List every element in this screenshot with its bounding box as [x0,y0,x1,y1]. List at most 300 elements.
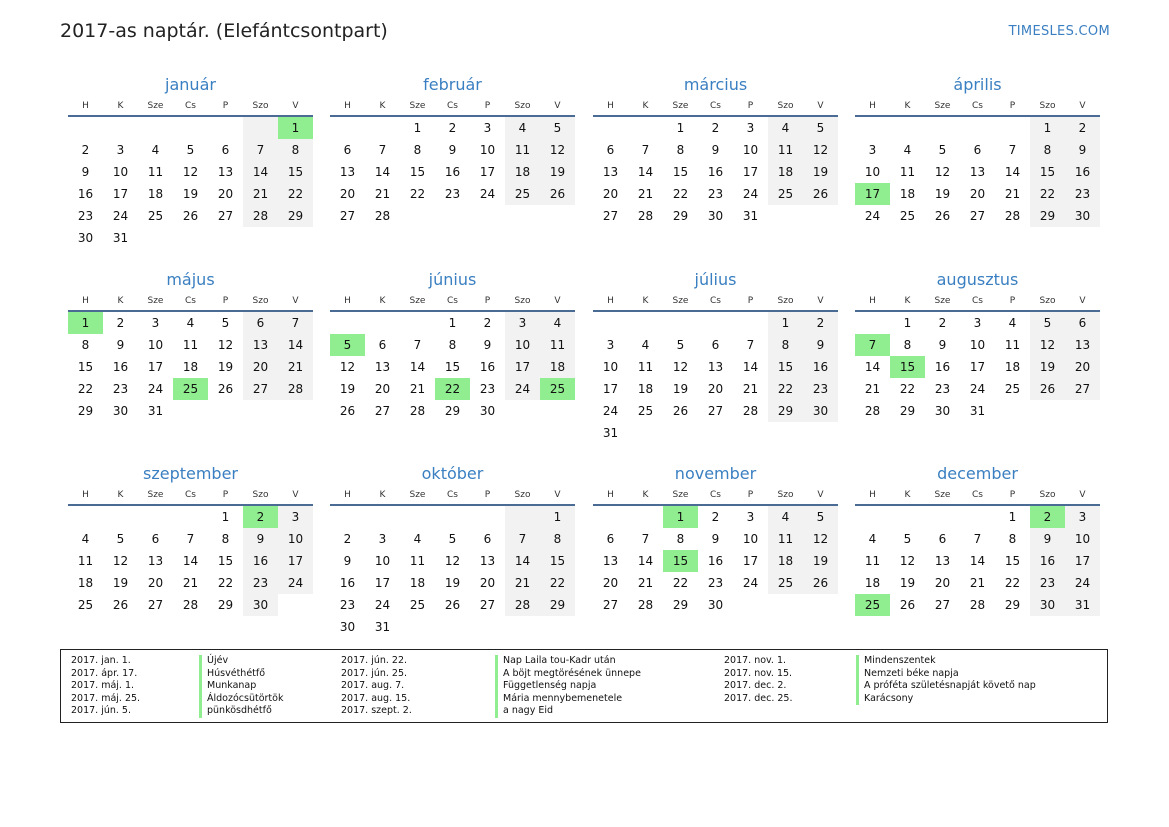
day-cell: 19 [339,382,356,396]
month-name: május [166,270,215,289]
empty-day-cell [208,227,243,249]
day-cell: 29 [444,404,461,418]
weekday-label: Cs [185,296,196,306]
day-cell: 12 [1030,334,1065,356]
holiday-day-cell: 1 [68,312,103,334]
day-cell: 1 [1008,510,1017,524]
day-cell: 27 [374,404,391,418]
weekday-header [68,292,313,312]
empty-day-cell [628,506,663,528]
day-cell: 4 [641,338,650,352]
day-cell: 13 [969,165,986,179]
weekday-label: H [344,101,351,111]
legend-row [61,680,1107,693]
day-cell: 31 [374,620,391,634]
day-cell: 8 [1030,139,1065,161]
day-cell: 18 [864,576,881,590]
month-block [593,73,838,227]
holiday-legend [60,649,1108,723]
day-cell: 10 [864,165,881,179]
week-row [855,334,1100,356]
day-cell: 10 [602,360,619,374]
week-row [593,183,838,205]
day-cell: 21 [278,356,313,378]
day-cell: 26 [1030,378,1065,400]
day-cell: 23 [243,572,278,594]
week-row [330,183,575,205]
empty-day-cell [173,506,208,528]
day-cell: 11 [540,334,575,356]
day-cell: 4 [903,143,912,157]
day-cell: 12 [672,360,689,374]
day-cell: 17 [1065,550,1100,572]
day-cell: 13 [339,165,356,179]
month-name: szeptember [142,464,238,483]
month-block [855,73,1100,227]
holiday-name: Mindenszentek [856,655,936,668]
day-cell: 30 [243,594,278,616]
day-cell: 9 [1065,139,1100,161]
day-cell: 10 [969,338,986,352]
day-cell: 12 [803,139,838,161]
day-cell: 13 [934,554,951,568]
weekday-label: Sze [147,296,164,306]
day-cell: 30 [1065,205,1100,227]
weekday-label: P [747,101,754,111]
day-cell: 14 [182,554,199,568]
day-cell: 31 [969,404,986,418]
day-cell: 25 [147,209,164,223]
day-cell: 15 [77,360,94,374]
holiday-name: Mária mennybemenetele [495,693,622,706]
day-cell: 1 [413,121,422,135]
day-cell: 4 [540,312,575,334]
day-cell: 14 [637,554,654,568]
weekday-label: Szo [777,101,794,111]
day-cell: 3 [1065,506,1100,528]
day-cell: 6 [378,338,387,352]
week-row [330,139,575,161]
weekday-label: Sze [672,490,689,500]
empty-day-cell [400,616,435,638]
week-row [855,400,1100,422]
weekday-label: Szo [514,296,531,306]
empty-day-cell [470,506,505,528]
day-cell: 2 [711,510,720,524]
day-cell: 11 [409,554,426,568]
day-cell: 18 [768,550,803,572]
empty-day-cell [540,205,575,227]
day-cell: 28 [182,598,199,612]
week-row [330,528,575,550]
day-cell: 9 [116,338,125,352]
empty-day-cell [330,312,365,334]
day-cell: 16 [1065,161,1100,183]
day-cell: 20 [217,187,234,201]
holiday-date: 2017. nov. 1. [724,655,787,666]
week-row [593,117,838,139]
month-block [593,462,838,616]
empty-day-cell [435,616,470,638]
holiday-day-cell: 2 [1030,506,1065,528]
weekday-label: V [817,101,824,111]
holiday-name: Munkanap [199,680,256,693]
day-cell: 17 [742,554,759,568]
week-row [68,334,313,356]
day-cell: 15 [278,161,313,183]
month-block [68,462,313,616]
empty-day-cell [768,205,803,227]
day-cell: 7 [378,143,387,157]
empty-day-cell [278,227,313,249]
day-cell: 27 [339,209,356,223]
day-cell: 11 [505,139,540,161]
day-cell: 13 [479,554,496,568]
day-cell: 19 [803,550,838,572]
empty-day-cell [505,205,540,227]
day-cell: 25 [899,209,916,223]
day-cell: 9 [448,143,457,157]
day-cell: 11 [77,554,94,568]
day-cell: 2 [938,316,947,330]
day-cell: 4 [413,532,422,546]
weekday-label: V [817,296,824,306]
week-row [593,506,838,528]
day-cell: 1 [448,316,457,330]
empty-day-cell [278,400,313,422]
empty-day-cell [330,506,365,528]
day-cell: 12 [444,554,461,568]
week-row [68,378,313,400]
empty-day-cell [803,422,838,444]
day-cell: 14 [969,554,986,568]
day-cell: 5 [448,532,457,546]
month-name: február [423,75,482,94]
day-cell: 15 [768,356,803,378]
day-cell: 26 [540,183,575,205]
week-row [330,161,575,183]
day-cell: 9 [81,165,90,179]
week-row [330,506,575,528]
empty-day-cell [68,117,103,139]
empty-day-cell [803,594,838,616]
day-cell: 21 [374,187,391,201]
day-cell: 14 [864,360,881,374]
day-cell: 9 [711,532,720,546]
day-cell: 5 [540,117,575,139]
weekday-label: V [292,296,299,306]
holiday-day-cell: 15 [890,356,925,378]
weekday-label: Cs [447,296,458,306]
month-block [68,73,313,249]
day-cell: 16 [707,165,724,179]
day-cell: 11 [864,554,881,568]
weekday-label: V [817,490,824,500]
weekday-label: Cs [447,101,458,111]
empty-day-cell [208,400,243,422]
day-cell: 6 [221,143,230,157]
day-cell: 4 [1008,316,1017,330]
holiday-day-cell: 1 [278,117,313,139]
empty-day-cell [505,400,540,422]
empty-day-cell [435,506,470,528]
day-cell: 26 [803,183,838,205]
day-cell: 21 [505,572,540,594]
weekday-label: Cs [972,490,983,500]
day-cell: 19 [1030,356,1065,378]
day-cell: 14 [742,360,759,374]
day-cell: 21 [243,183,278,205]
day-cell: 28 [243,205,278,227]
week-row [68,528,313,550]
empty-day-cell [593,506,628,528]
day-cell: 25 [637,404,654,418]
week-row [330,400,575,422]
week-row [855,312,1100,334]
day-cell: 6 [243,312,278,334]
day-cell: 11 [768,139,803,161]
day-cell: 18 [637,382,654,396]
day-cell: 23 [77,209,94,223]
month-block [593,268,838,444]
day-cell: 4 [81,532,90,546]
weekday-label: H [607,101,614,111]
day-cell: 1 [903,316,912,330]
weekday-label: H [344,490,351,500]
empty-day-cell [663,312,698,334]
day-cell: 26 [444,598,461,612]
holiday-day-cell: 2 [243,506,278,528]
day-cell: 23 [479,382,496,396]
weekday-label: H [869,490,876,500]
day-cell: 23 [803,378,838,400]
weekday-header [330,486,575,506]
day-cell: 27 [1065,378,1100,400]
day-cell: 16 [803,356,838,378]
weekday-label: Szo [1039,101,1056,111]
day-cell: 24 [969,382,986,396]
site-link[interactable]: TIMESLES.COM [1008,24,1110,39]
weekday-label: Szo [777,490,794,500]
month-name: november [674,464,757,483]
day-cell: 8 [81,338,90,352]
day-cell: 13 [243,334,278,356]
day-cell: 25 [1004,382,1021,396]
week-row [330,334,575,356]
day-cell: 2 [1065,117,1100,139]
weekday-label: Cs [447,490,458,500]
day-cell: 29 [672,209,689,223]
weekday-label: K [904,490,911,500]
empty-day-cell [243,400,278,422]
day-cell: 14 [505,550,540,572]
day-cell: 17 [374,576,391,590]
weekday-label: P [222,296,229,306]
holiday-date: 2017. jún. 22. [341,655,408,666]
day-cell: 20 [339,187,356,201]
day-cell: 14 [278,334,313,356]
day-cell: 22 [409,187,426,201]
weekday-label: P [1009,101,1016,111]
weekday-label: H [344,296,351,306]
empty-day-cell [855,117,890,139]
week-row [330,205,575,227]
day-cell: 17 [278,550,313,572]
day-cell: 22 [1030,183,1065,205]
weekday-label: Sze [147,490,164,500]
day-cell: 10 [479,143,496,157]
week-row [593,528,838,550]
day-cell: 10 [742,143,759,157]
day-cell: 23 [112,382,129,396]
day-cell: 6 [483,532,492,546]
holiday-day-cell: 1 [663,506,698,528]
empty-day-cell [138,117,173,139]
day-cell: 15 [409,165,426,179]
day-cell: 24 [864,209,881,223]
day-cell: 8 [1008,532,1017,546]
day-cell: 23 [1030,572,1065,594]
weekday-label: K [642,490,649,500]
day-cell: 29 [77,404,94,418]
day-cell: 30 [1030,594,1065,616]
day-cell: 20 [479,576,496,590]
day-cell: 11 [1004,338,1021,352]
day-cell: 24 [112,209,129,223]
day-cell: 15 [444,360,461,374]
day-cell: 3 [746,510,755,524]
day-cell: 18 [147,187,164,201]
weekday-label: P [484,101,491,111]
day-cell: 19 [803,161,838,183]
day-cell: 27 [243,378,278,400]
weekday-label: P [222,101,229,111]
weekday-label: P [222,490,229,500]
day-cell: 5 [221,316,230,330]
day-cell: 26 [934,209,951,223]
day-cell: 28 [742,404,759,418]
week-row [855,572,1100,594]
day-cell: 28 [278,378,313,400]
empty-day-cell [733,312,768,334]
day-cell: 23 [339,598,356,612]
week-row [68,183,313,205]
day-cell: 16 [1030,550,1065,572]
holiday-date: 2017. nov. 15. [724,667,793,679]
week-row [855,528,1100,550]
weekday-header [68,486,313,506]
day-cell: 11 [147,165,164,179]
holiday-day-cell: 25 [855,594,890,616]
day-cell: 29 [768,400,803,422]
weekday-label: Szo [1039,296,1056,306]
empty-day-cell [925,117,960,139]
legend-row [61,655,1107,668]
day-cell: 15 [672,165,689,179]
day-cell: 4 [768,117,803,139]
day-cell: 22 [1004,576,1021,590]
day-cell: 9 [803,334,838,356]
day-cell: 13 [217,165,234,179]
day-cell: 30 [803,400,838,422]
day-cell: 24 [505,378,540,400]
day-cell: 19 [672,382,689,396]
day-cell: 1 [221,510,230,524]
day-cell: 17 [112,187,129,201]
holiday-day-cell: 25 [540,378,575,400]
weekday-label: Sze [672,101,689,111]
week-row [855,183,1100,205]
empty-day-cell [470,616,505,638]
day-cell: 24 [742,576,759,590]
day-cell: 22 [217,576,234,590]
weekday-label: Sze [934,490,951,500]
weekday-label: Szo [252,296,269,306]
empty-day-cell [890,117,925,139]
day-cell: 29 [1004,598,1021,612]
day-cell: 23 [444,187,461,201]
empty-day-cell [995,117,1030,139]
month-name: április [953,75,1002,94]
day-cell: 4 [151,143,160,157]
day-cell: 5 [903,532,912,546]
day-cell: 3 [378,532,387,546]
holiday-date: 2017. jún. 25. [341,667,408,679]
empty-day-cell [925,506,960,528]
day-cell: 14 [637,165,654,179]
empty-day-cell [435,205,470,227]
day-cell: 31 [1065,594,1100,616]
day-cell: 9 [1030,528,1065,550]
weekday-label: H [607,490,614,500]
month-name: március [683,75,748,94]
week-row [593,594,838,616]
empty-day-cell [400,205,435,227]
day-cell: 16 [77,187,94,201]
month-name: október [421,464,484,483]
day-cell: 12 [112,554,129,568]
week-row [593,550,838,572]
day-cell: 5 [1030,312,1065,334]
day-cell: 19 [540,161,575,183]
page-title: 2017-as naptár. (Elefántcsontpart) [60,20,388,42]
weekday-label: V [1079,296,1086,306]
week-row [593,422,838,444]
day-cell: 12 [217,338,234,352]
empty-day-cell [243,227,278,249]
weekday-label: Sze [409,296,426,306]
day-cell: 6 [938,532,947,546]
day-cell: 29 [540,594,575,616]
day-cell: 26 [339,404,356,418]
day-cell: 27 [707,404,724,418]
day-cell: 8 [676,143,685,157]
week-row [330,550,575,572]
day-cell: 12 [899,554,916,568]
empty-day-cell [505,506,540,528]
week-row [593,572,838,594]
week-row [330,117,575,139]
day-cell: 6 [606,143,615,157]
weekday-label: K [379,101,386,111]
day-cell: 8 [903,338,912,352]
day-cell: 30 [112,404,129,418]
day-cell: 26 [899,598,916,612]
day-cell: 12 [339,360,356,374]
day-cell: 5 [676,338,685,352]
day-cell: 10 [112,165,129,179]
day-cell: 9 [343,554,352,568]
